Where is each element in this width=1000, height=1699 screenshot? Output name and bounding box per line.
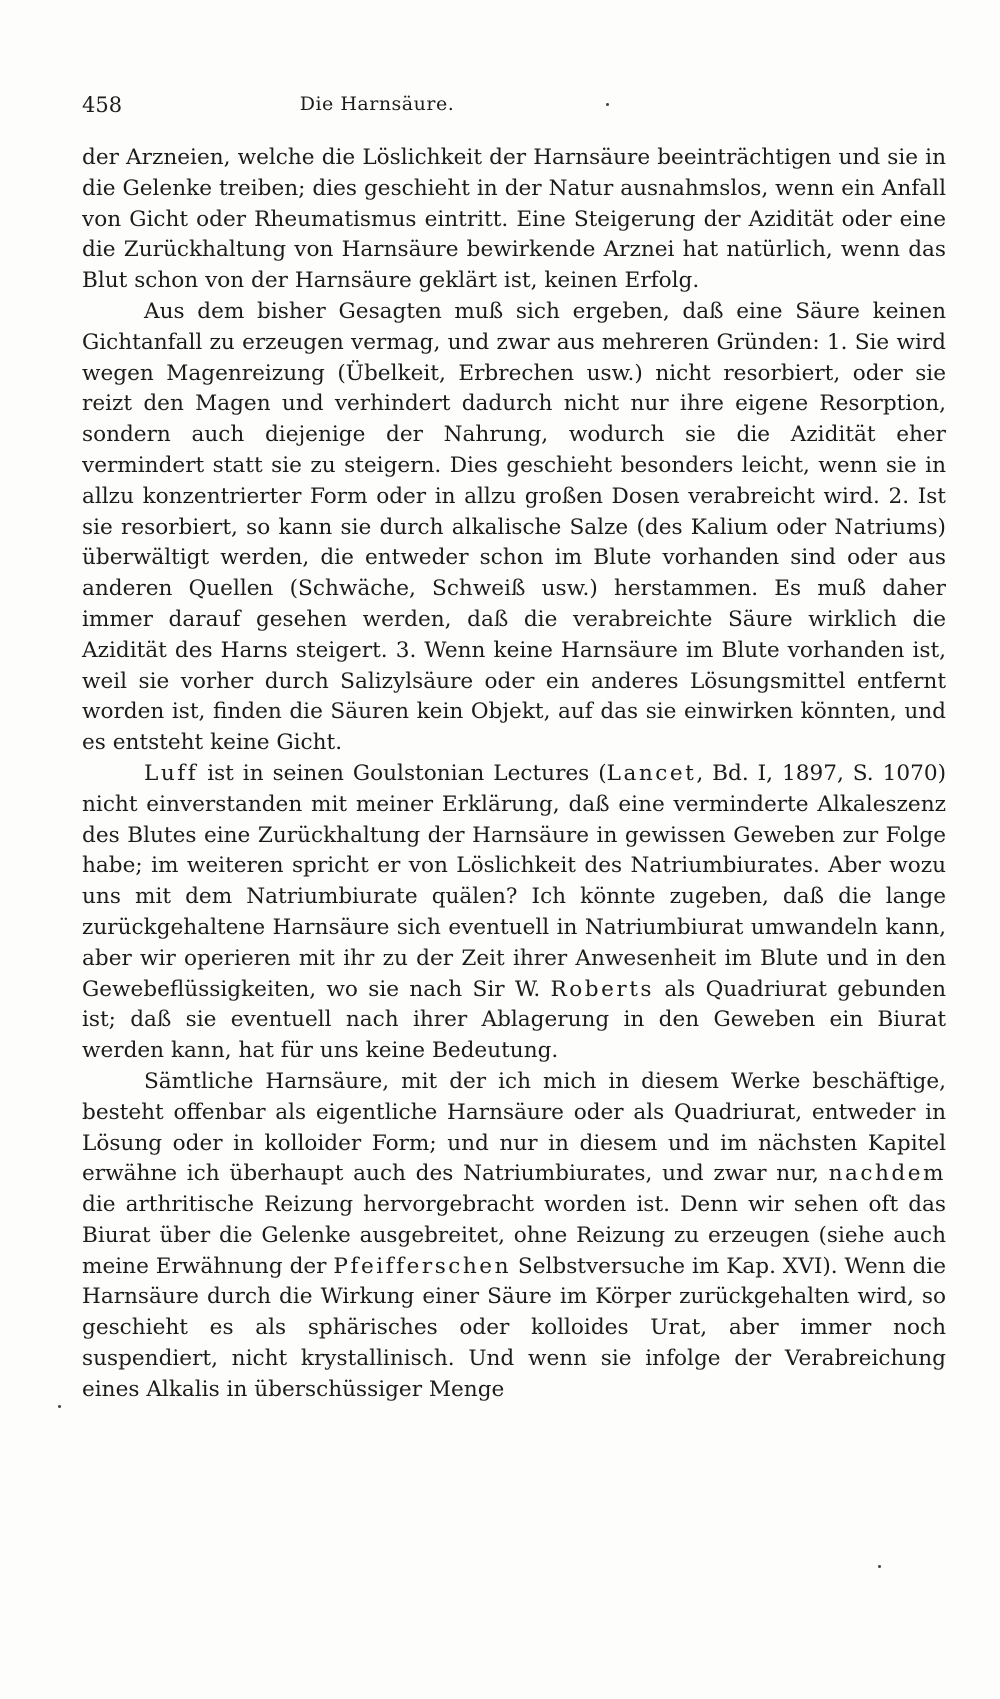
emphasized-text: Pfeifferschen bbox=[333, 1253, 511, 1279]
paragraph bbox=[82, 297, 946, 759]
paragraph bbox=[82, 143, 946, 297]
text-run: , Bd. I, 1897, S. 1070) nicht einverstanden mit meiner Erklärung, daß eine verminderte Alkaleszenz des Blutes eine Zurückhaltung der Harnsäure in gewissen Geweben zur Folge habe; im weiteren spricht er von Löslichkeit des Natriumbiurates. Aber wozu uns mit dem Natriumbiurate quälen? Ich könnte zugeben, daß die lange zurückgehaltene Harnsäure sich eventuell in Natriumbiurat umwandeln kann, aber wir operieren mit ihr zu der Zeit ihrer Anwesenheit im Blute und in den Gewebeflüssigkeiten, wo sie nach Sir W. bbox=[82, 760, 946, 1002]
print-speck bbox=[878, 1565, 881, 1568]
text-run: als Quadriurat gebunden ist; daß sie eventuell nach ihrer Ablagerung in den Geweben ein Biurat werden kann, hat für uns keine Bedeutung. bbox=[82, 976, 946, 1064]
emphasized-text: Roberts bbox=[550, 976, 654, 1002]
text-run: Aus dem bisher Gesagten muß sich ergeben, daß eine Säure keinen Gichtanfall zu erzeugen vermag, und zwar aus mehreren Gründen: 1. Sie wird wegen Magenreizung (Übelkeit, Erbrechen usw.) nicht resorbiert, oder sie reizt den Magen und verhindert dadurch nicht nur ihre eigene Resorption, sondern auch diejenige der Nahrung, wodurch sie die Azidität eher vermindert statt sie zu steigern. Dies geschieht besonders leicht, wenn sie in allzu konzentrierter Form oder in allzu großen Dosen verabreicht wird. 2. Ist sie resorbiert, so kann sie durch alkalische Salze (des Kalium oder Natriums) überwältigt werden, die entweder schon im Blute vorhanden sind oder aus anderen Quellen (Schwäche, Schweiß usw.) herstammen. Es muß daher immer darauf gesehen werden, daß die verabreichte Säure wirklich die Azidität des Harns steigert. 3. Wenn keine Harnsäure im Blute vorhanden ist, weil sie vorher durch Salizylsäure oder ein anderes Lösungsmittel entfernt worden ist, finden die Säuren kein Objekt, auf das sie einwirken könnten, und es entsteht keine Gicht. bbox=[82, 298, 946, 756]
print-speck bbox=[58, 1405, 61, 1408]
page-number: 458 bbox=[82, 93, 123, 117]
emphasized-text: Luff bbox=[144, 760, 199, 786]
running-title: Die Harnsäure. bbox=[299, 93, 455, 115]
text-run: die arthritische Reizung hervorgebracht worden ist. Denn wir sehen oft das Biurat über die Gelenke ausgebreitet, ohne Reizung zu erzeugen (siehe auch meine Erwähnung der bbox=[82, 1192, 946, 1279]
paragraph bbox=[82, 759, 946, 1067]
page-header bbox=[82, 93, 948, 123]
emphasized-text: Lancet bbox=[606, 760, 697, 786]
body-text bbox=[82, 143, 946, 1648]
text-run: Sämtliche Harnsäure, mit der ich mich in diesem Werke beschäftige, besteht offenbar als eigentliche Harnsäure oder als Quadriurat, entweder in Lösung oder in kolloider Form; und nur in diesem und im nächsten Kapitel erwähne ich überhaupt auch des Natriumbiurates, und zwar nur, bbox=[82, 1068, 946, 1187]
print-speck bbox=[606, 103, 609, 106]
text-run: ist in seinen Goulstonian Lectures ( bbox=[198, 760, 607, 786]
text-run: der Arzneien, welche die Löslichkeit der Harnsäure beeinträchtigen und sie in die Gelenke treiben; dies geschieht in der Natur ausnahmslos, wenn ein Anfall von Gicht oder Rheumatismus eintritt. Eine Steigerung der Azidität oder eine die Zurückhaltung von Harnsäure bewirkende Arznei hat natürlich, wenn das Blut schon von der Harnsäure geklärt ist, keinen Erfolg. bbox=[82, 145, 946, 294]
text-run: Selbstversuche im Kap. XVI). Wenn die Harnsäure durch die Wirkung einer Säure im Körper zurückgehalten wird, so geschieht es als sphärisches oder kolloides Urat, aber immer noch suspendiert, nicht krystallinisch. Und wenn sie infolge der Verabreichung eines Alkalis in überschüssiger Menge bbox=[82, 1253, 946, 1402]
emphasized-text: nachdem bbox=[828, 1161, 946, 1187]
paragraph bbox=[82, 1067, 946, 1406]
